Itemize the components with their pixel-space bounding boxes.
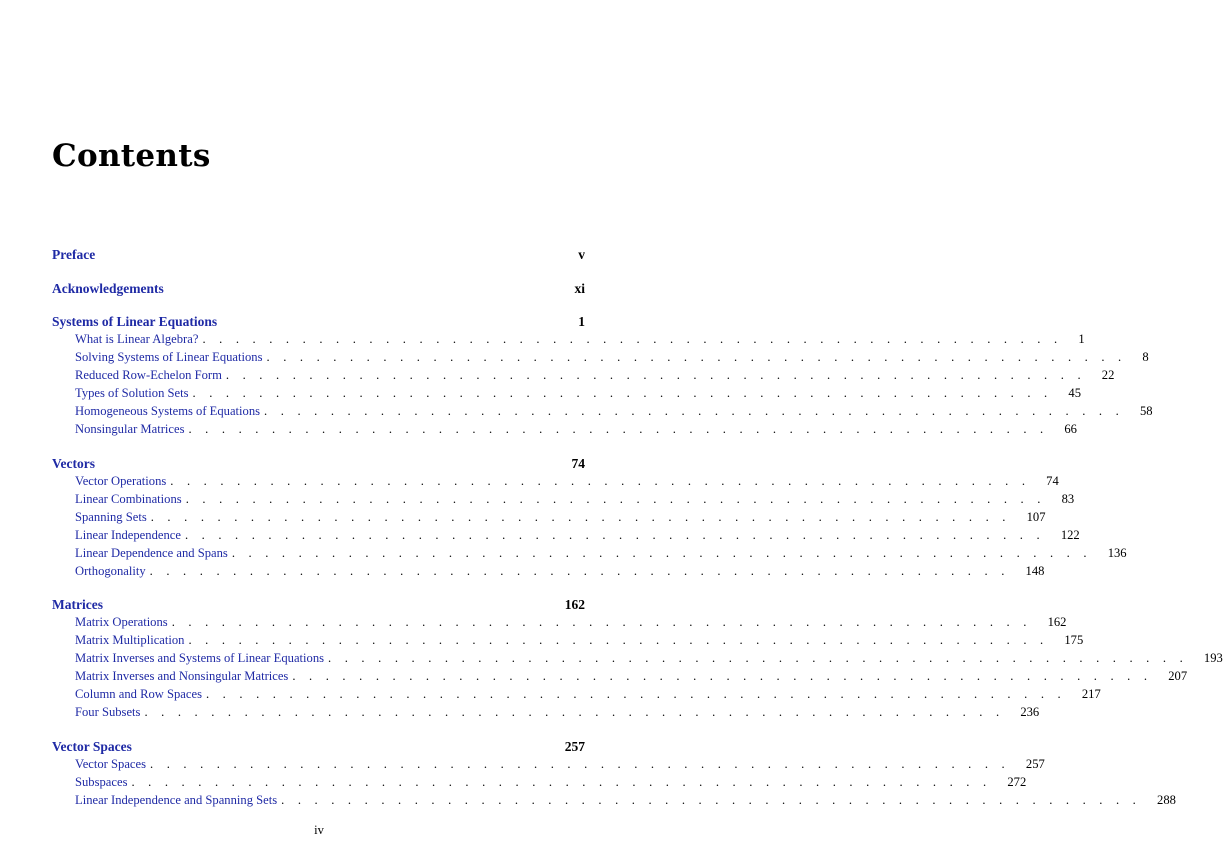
section-title-link[interactable]: What is Linear Algebra? [75, 332, 199, 346]
section-page-number: 257 [1025, 756, 1045, 771]
section-page-number: 207 [1168, 669, 1188, 683]
toc-chapter [52, 280, 585, 297]
dot-leader: . . . . . . . . . . . . . . . . . . . . . . . . . . . . . . . . . . . . . . . . . . . . . . . . . . . . [192, 386, 1053, 400]
chapter-entry[interactable] [52, 455, 585, 472]
section-page-number: 193 [1203, 651, 1223, 665]
dot-leader: . . . . . . . . . . . . . . . . . . . . . . . . . . . . . . . . . . . . . . . . . . . . . . . . . . . . [185, 491, 1046, 506]
chapter-entry[interactable] [52, 738, 585, 755]
chapter-page-number: 74 [571, 455, 585, 471]
dot-leader: . . . . . . . . . . . . . . . . . . . . . . . . . . . . . . . . . . . . . . . . . . . . . . . . . . . . [150, 756, 1010, 771]
dot-leader: . . . . . . . . . . . . . . . . . . . . . . . . . . . . . . . . . . . . . . . . . . . . . . . . . . . . [205, 687, 1066, 701]
section-entry[interactable] [75, 685, 1101, 703]
section-page-number: 1 [1078, 332, 1085, 346]
toc-chapter [52, 596, 1223, 721]
section-page-number: 83 [1061, 491, 1075, 506]
toc-chapter [52, 455, 1127, 580]
section-entry[interactable] [75, 402, 1153, 420]
dot-leader: . . . . . . . . . . . . . . . . . . . . . . . . . . . . . . . . . . . . . . . . . . . . . . . . . . . . [225, 368, 1086, 382]
section-page-number: 122 [1060, 527, 1080, 542]
section-title-link[interactable]: Linear Dependence and Spans [75, 545, 228, 560]
chapter-entry[interactable] [52, 596, 585, 613]
section-title-link[interactable]: Four Subsets [75, 705, 141, 719]
section-title-link[interactable]: Types of Solution Sets [75, 386, 189, 400]
dot-leader: . . . . . . . . . . . . . . . . . . . . . . . . . . . . . . . . . . . . . . . . . . . . . . . . . . . . [231, 545, 1092, 560]
section-title-link[interactable]: Spanning Sets [75, 509, 147, 524]
section-page-number: 22 [1101, 368, 1115, 382]
section-title-link[interactable]: Vector Spaces [75, 756, 146, 771]
dot-leader: . . . . . . . . . . . . . . . . . . . . . . . . . . . . . . . . . . . . . . . . . . . . . . . . . . . . [144, 705, 1005, 719]
section-entry[interactable] [75, 366, 1115, 384]
section-title-link[interactable]: Vector Operations [75, 473, 167, 488]
chapter-entry[interactable] [52, 280, 585, 297]
section-title-link[interactable]: Column and Row Spaces [75, 687, 202, 701]
section-page-number: 58 [1139, 404, 1153, 418]
section-entry[interactable] [75, 508, 1046, 526]
section-entry[interactable] [75, 526, 1080, 544]
page-title: Contents [52, 138, 211, 174]
toc-chapter [52, 313, 1153, 438]
section-page-number: 175 [1064, 633, 1084, 647]
section-page-number: 236 [1020, 705, 1040, 719]
toc-chapter [52, 246, 585, 263]
section-entry[interactable] [75, 384, 1081, 402]
dot-leader: . . . . . . . . . . . . . . . . . . . . . . . . . . . . . . . . . . . . . . . . . . . . . . . . . . . . [292, 669, 1153, 683]
dot-leader: . . . . . . . . . . . . . . . . . . . . . . . . . . . . . . . . . . . . . . . . . . . . . . . . . . . . [150, 509, 1011, 524]
section-page-number: 8 [1142, 350, 1149, 364]
section-entry[interactable] [75, 562, 1045, 580]
section-entry[interactable] [75, 631, 1084, 649]
section-page-number: 288 [1157, 792, 1176, 807]
chapter-page-number: v [578, 247, 585, 262]
section-title-link[interactable]: Homogeneous Systems of Equations [75, 404, 261, 418]
dot-leader: . . . . . . . . . . . . . . . . . . . . . . . . . . . . . . . . . . . . . . . . . . . . . . . . . . . . [264, 404, 1124, 418]
section-entry[interactable] [75, 649, 1223, 667]
dot-leader: . . . . . . . . . . . . . . . . . . . . . . . . . . . . . . . . . . . . . . . . . . . . . . . . . . . . [266, 350, 1127, 364]
dot-leader: . . . . . . . . . . . . . . . . . . . . . . . . . . . . . . . . . . . . . . . . . . . . . . . . . . . . [171, 615, 1032, 629]
chapter-title-link[interactable]: Matrices [52, 597, 103, 612]
section-entry[interactable] [75, 613, 1067, 631]
section-title-link[interactable]: Reduced Row-Echelon Form [75, 368, 222, 382]
section-title-link[interactable]: Matrix Inverses and Nonsingular Matrices [75, 669, 289, 683]
page-number: iv [314, 823, 324, 837]
section-title-link[interactable]: Orthogonality [75, 563, 146, 578]
table-of-contents [52, 246, 1223, 825]
section-entry[interactable] [75, 348, 1149, 366]
section-title-link[interactable]: Matrix Operations [75, 615, 168, 629]
chapter-title-link[interactable]: Vector Spaces [52, 738, 132, 754]
section-entry[interactable] [75, 773, 1027, 791]
section-title-link[interactable]: Solving Systems of Linear Equations [75, 350, 263, 364]
section-page-number: 45 [1068, 386, 1081, 400]
dot-leader: . . . . . . . . . . . . . . . . . . . . . . . . . . . . . . . . . . . . . . . . . . . . . . . . . . . . [328, 651, 1188, 665]
section-title-link[interactable]: Matrix Multiplication [75, 633, 185, 647]
section-page-number: 148 [1025, 563, 1045, 578]
dot-leader: . . . . . . . . . . . . . . . . . . . . . . . . . . . . . . . . . . . . . . . . . . . . . . . . . . . . [281, 792, 1142, 807]
dot-leader: . . . . . . . . . . . . . . . . . . . . . . . . . . . . . . . . . . . . . . . . . . . . . . . . . . . . [131, 774, 992, 789]
section-title-link[interactable]: Linear Independence and Spanning Sets [75, 792, 278, 807]
chapter-title-link[interactable]: Systems of Linear Equations [52, 314, 218, 329]
dot-leader: . . . . . . . . . . . . . . . . . . . . . . . . . . . . . . . . . . . . . . . . . . . . . . . . . . . . [149, 563, 1010, 578]
section-page-number: 272 [1007, 774, 1027, 789]
section-title-link[interactable]: Subspaces [75, 774, 128, 789]
chapter-page-number: 257 [564, 738, 585, 754]
section-title-link[interactable]: Nonsingular Matrices [75, 422, 185, 436]
section-page-number: 107 [1026, 509, 1046, 524]
chapter-page-number: 1 [578, 314, 585, 329]
section-page-number: 162 [1047, 615, 1067, 629]
chapter-title-link[interactable]: Vectors [52, 455, 95, 471]
toc-chapter [52, 738, 1176, 809]
dot-leader: . . . . . . . . . . . . . . . . . . . . . . . . . . . . . . . . . . . . . . . . . . . . . . . . . . . . [188, 633, 1049, 647]
section-entry[interactable] [75, 330, 1085, 348]
section-title-link[interactable]: Linear Independence [75, 527, 181, 542]
section-entry[interactable] [75, 755, 1045, 773]
section-page-number: 66 [1064, 422, 1077, 436]
dot-leader: . . . . . . . . . . . . . . . . . . . . . . . . . . . . . . . . . . . . . . . . . . . . . . . . . . . . [188, 422, 1049, 436]
chapter-page-number: 162 [564, 597, 585, 612]
section-page-number: 217 [1081, 687, 1101, 701]
chapter-title-link[interactable]: Preface [52, 247, 96, 262]
chapter-entry[interactable] [52, 313, 585, 330]
section-entry[interactable] [75, 791, 1176, 809]
chapter-page-number: xi [574, 280, 585, 296]
section-title-link[interactable]: Matrix Inverses and Systems of Linear Equations [75, 651, 325, 665]
chapter-title-link[interactable]: Acknowledgements [52, 280, 164, 296]
section-page-number: 74 [1046, 473, 1059, 488]
section-entry[interactable] [75, 490, 1075, 508]
dot-leader: . . . . . . . . . . . . . . . . . . . . . . . . . . . . . . . . . . . . . . . . . . . . . . . . . . . . [184, 527, 1045, 542]
section-title-link[interactable]: Linear Combinations [75, 491, 182, 506]
chapter-entry[interactable] [52, 246, 585, 263]
section-entry[interactable] [75, 472, 1059, 490]
section-entry[interactable] [75, 544, 1127, 562]
section-page-number: 136 [1107, 545, 1127, 560]
section-entry[interactable] [75, 667, 1188, 685]
dot-leader: . . . . . . . . . . . . . . . . . . . . . . . . . . . . . . . . . . . . . . . . . . . . . . . . . . . . [202, 332, 1063, 346]
section-entry[interactable] [75, 420, 1077, 438]
dot-leader: . . . . . . . . . . . . . . . . . . . . . . . . . . . . . . . . . . . . . . . . . . . . . . . . . . . . [170, 473, 1031, 488]
section-entry[interactable] [75, 703, 1040, 721]
